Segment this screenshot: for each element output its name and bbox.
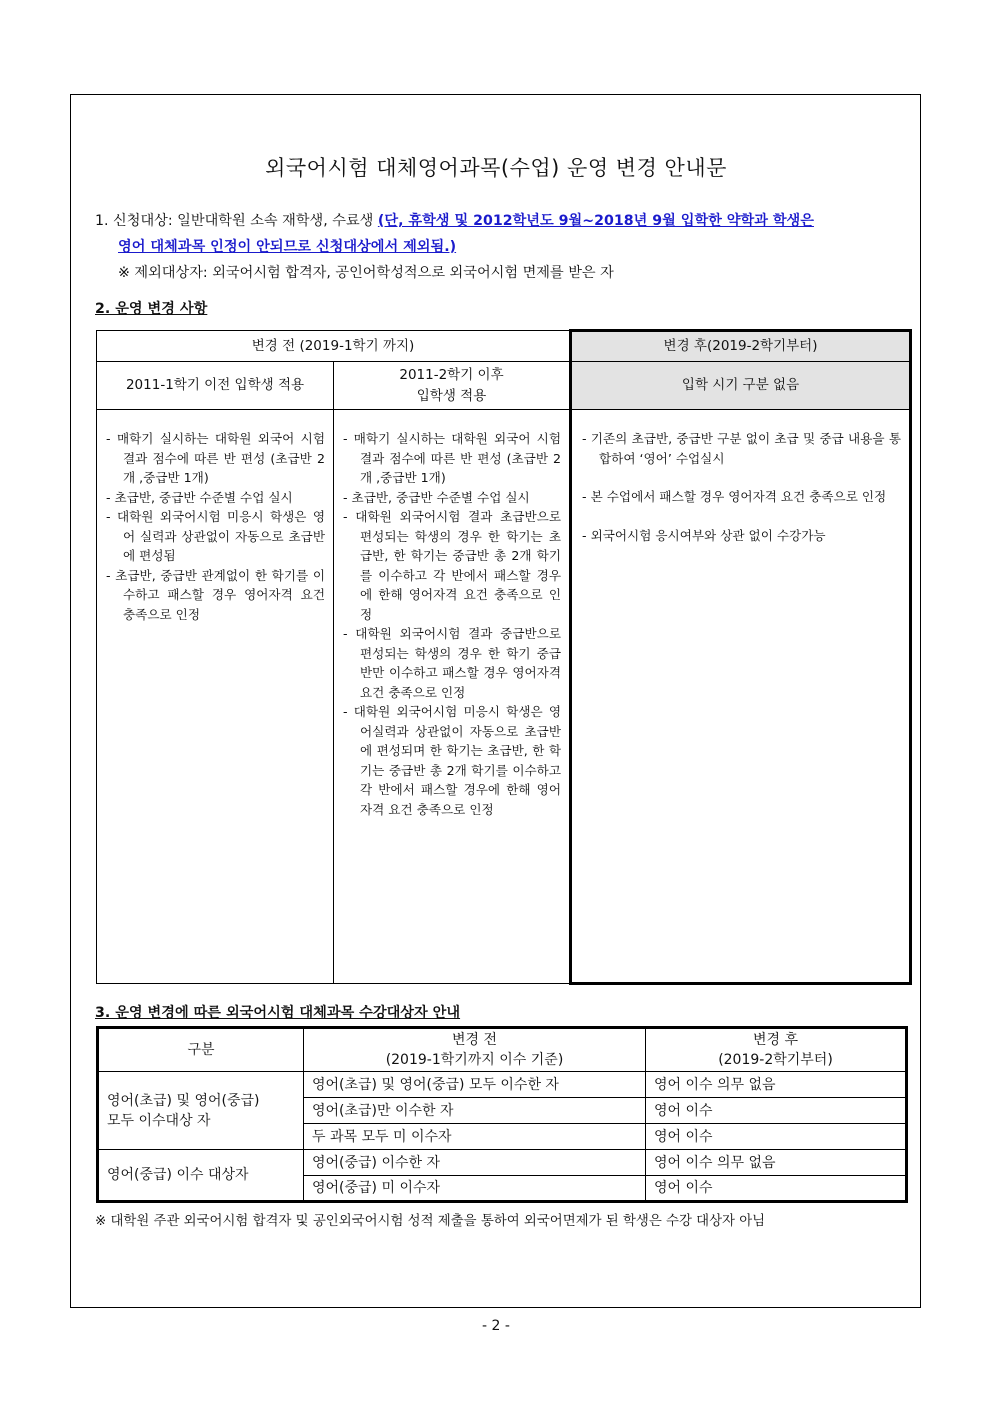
item-1-prefix: 1. 신청대상: 일반대학원 소속 재학생, 수료생 — [95, 213, 378, 229]
col-a-item: - 초급반, 중급반 관계없이 한 학기를 이수하고 패스할 경우 영어자격 요건 충족으로 인정 — [106, 567, 325, 622]
page-title: 외국어시험 대체영어과목(수업) 운영 변경 안내문 — [265, 156, 727, 180]
row-after: 영어 이수 — [646, 1098, 907, 1124]
subheader-after-2011-line-1: 2011-2학기 이후 — [399, 366, 504, 383]
target-table — [96, 1026, 908, 1203]
header-before-line-2: (2019-1학기까지 이수 기준) — [385, 1052, 564, 1068]
change-table — [96, 329, 912, 985]
item-1-note: ※ 제외대상자: 외국어시험 합격자, 공인어학성적으로 외국어시험 면제를 받은 자 — [118, 265, 614, 281]
group-2-label: 영어(중급) 이수 대상자 — [98, 1150, 304, 1202]
item-1-line-2 — [118, 235, 456, 260]
col-c-item: - 본 수업에서 패스할 경우 영어자격 요건 충족으로 인정 — [582, 489, 887, 504]
col-a-item: - 매학기 실시하는 대학원 외국어 시험 결과 점수에 따른 반 편성 (초급반 2개 ,중급반 1개) — [106, 431, 325, 485]
group-1-label — [98, 1072, 304, 1150]
header-after — [646, 1028, 907, 1072]
row-after: 영어 이수 의무 없음 — [646, 1150, 907, 1176]
row-after: 영어 이수 의무 없음 — [646, 1072, 907, 1098]
row-before: 영어(중급) 미 이수자 — [304, 1176, 646, 1202]
row-before: 영어(중급) 이수한 자 — [304, 1150, 646, 1176]
item-1-highlight-1: (단, 휴학생 및 2012학년도 9월~2018년 9월 입학한 약학과 학생은 — [377, 213, 814, 229]
group-1-label-line-2: 모두 이수대상 자 — [107, 1112, 211, 1129]
subheader-after-2011 — [334, 362, 571, 410]
col-b-item: - 대학원 외국어시험 결과 중급반으로 편성되는 학생의 경우 한 학기 중급반만 이수하고 패스할 경우 영어자격 요건 충족으로 인정 — [343, 626, 562, 700]
row-after: 영어 이수 — [646, 1176, 907, 1202]
col-before-2011 — [97, 410, 334, 984]
col-c-item: - 기존의 초급반, 중급반 구분 없이 초급 및 중급 내용을 통합하여 ‘영어’ 수업실시 — [582, 431, 902, 466]
item-1-highlight-2: 영어 대체과목 인정이 안되므로 신청대상에서 제외됨.) — [118, 239, 457, 255]
group-1-label-line-1: 영어(초급) 및 영어(중급) — [107, 1092, 260, 1109]
header-before-line-1: 변경 전 — [451, 1032, 498, 1048]
header-category: 구분 — [98, 1028, 304, 1072]
section-3-heading: 3. 운영 변경에 따른 외국어시험 대체과목 수강대상자 안내 — [95, 1005, 461, 1021]
col-b-item: - 매학기 실시하는 대학원 외국어 시험 결과 점수에 따른 반 편성 (초급반 2개 ,중급반 1개) — [343, 431, 562, 485]
after-header: 변경 후(2019-2학기부터) — [571, 331, 911, 362]
subheader-after-2011-line-2: 입학생 적용 — [416, 387, 487, 404]
section-2-heading: 2. 운영 변경 사항 — [95, 301, 208, 317]
subheader-before-2011: 2011-1학기 이전 입학생 적용 — [97, 362, 334, 410]
row-before: 영어(초급)만 이수한 자 — [304, 1098, 646, 1124]
section-3-note: ※ 대학원 주관 외국어시험 합격자 및 공인외국어시험 성적 제출을 통하여 외국어면제가 된 학생은 수강 대상자 아님 — [95, 1214, 766, 1229]
col-b-item: - 대학원 외국어시험 미응시 학생은 영어실력과 상관없이 자동으로 초급반에 편성되며 한 학기는 초급반, 한 학기는 중급반 총 2개 학기를 이수하고 각 반에서 패스할 경우에 한해 영어자격 요건 충족으로 인정 — [343, 704, 562, 817]
col-b-item: - 대학원 외국어시험 결과 초급반으로 편성되는 학생의 경우 한 학기는 초급반, 한 학기는 중급반 총 2개 학기를 이수하고 각 반에서 패스할 경우에 한해 영어자격 요건 충족으로 인정 — [343, 509, 562, 622]
page-number: - 2 - — [482, 1318, 510, 1334]
header-before — [304, 1028, 646, 1072]
header-after-line-1: 변경 후 — [752, 1032, 799, 1048]
col-after-change — [571, 410, 911, 984]
before-header: 변경 전 (2019-1학기 까지) — [97, 331, 571, 362]
col-c-item: - 외국어시험 응시여부와 상관 없이 수강가능 — [582, 527, 826, 543]
header-after-line-2: (2019-2학기부터) — [718, 1052, 833, 1068]
col-b-item: - 초급반, 중급반 수준별 수업 실시 — [343, 489, 530, 505]
item-1 — [95, 209, 905, 234]
table-row — [98, 1072, 907, 1098]
subheader-all: 입학 시기 구분 없음 — [571, 362, 911, 410]
col-after-2011 — [334, 410, 571, 984]
table-row — [98, 1150, 907, 1176]
col-a-item: - 대학원 외국어시험 미응시 학생은 영어 실력과 상관없이 자동으로 초급반에 편성됨 — [106, 509, 325, 563]
row-before: 두 과목 모두 미 이수자 — [304, 1124, 646, 1150]
row-before: 영어(초급) 및 영어(중급) 모두 이수한 자 — [304, 1072, 646, 1098]
col-a-item: - 초급반, 중급반 수준별 수업 실시 — [106, 489, 293, 505]
row-after: 영어 이수 — [646, 1124, 907, 1150]
